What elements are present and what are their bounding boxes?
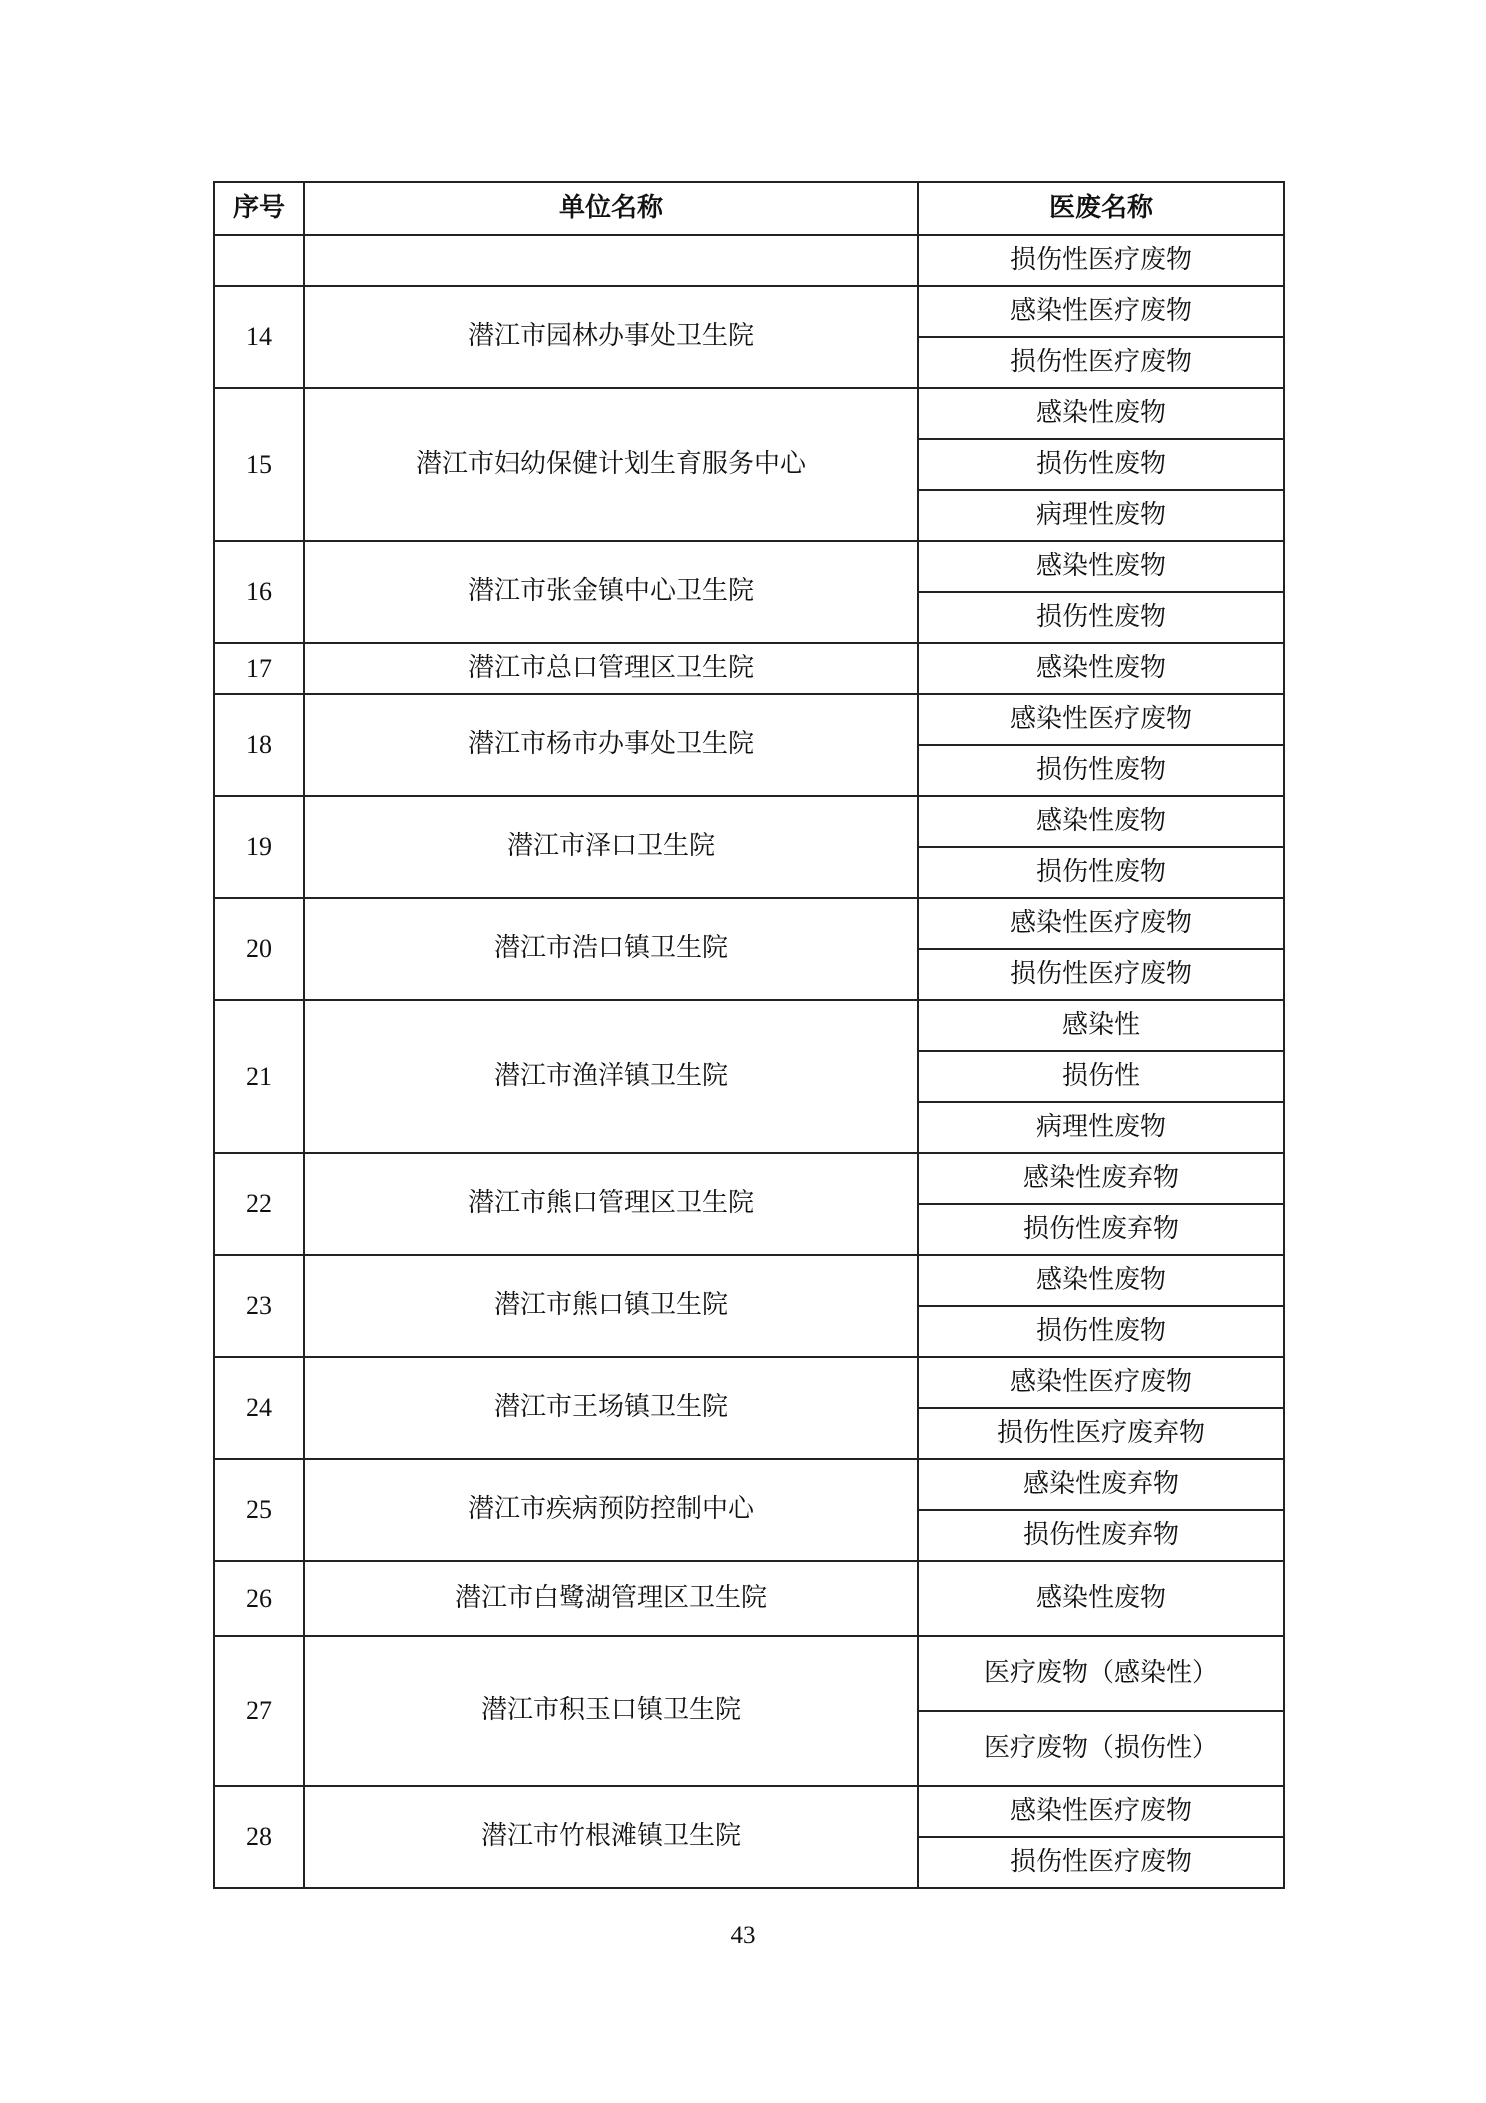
waste-name-cell: 感染性废弃物: [918, 1459, 1284, 1510]
waste-name-cell: 感染性废物: [918, 541, 1284, 592]
table-row: [214, 694, 1284, 745]
table-row: [214, 286, 1284, 337]
unit-name-cell: 潜江市疾病预防控制中心: [304, 1459, 918, 1561]
waste-name-cell: 感染性医疗废物: [918, 286, 1284, 337]
unit-name-cell: 潜江市泽口卫生院: [304, 796, 918, 898]
table-row: [214, 1000, 1284, 1051]
table-row: [214, 1255, 1284, 1306]
unit-name-cell: 潜江市总口管理区卫生院: [304, 643, 918, 694]
table-row: [214, 898, 1284, 949]
serial-number-cell: 25: [214, 1459, 304, 1561]
waste-name-cell: 损伤性医疗废物: [918, 337, 1284, 388]
waste-name-cell: 感染性医疗废物: [918, 1357, 1284, 1408]
waste-name-cell: 感染性废物: [918, 1561, 1284, 1636]
serial-number-cell: 26: [214, 1561, 304, 1636]
serial-number-cell: [214, 235, 304, 286]
waste-name-cell: 损伤性废物: [918, 745, 1284, 796]
waste-name-cell: 病理性废物: [918, 490, 1284, 541]
table-row: [214, 1459, 1284, 1510]
medical-waste-table: [213, 181, 1285, 1889]
serial-number-cell: 21: [214, 1000, 304, 1153]
unit-name-cell: 潜江市杨市办事处卫生院: [304, 694, 918, 796]
header-waste-name: 医废名称: [918, 182, 1284, 235]
table-row: [214, 796, 1284, 847]
waste-name-cell: 医疗废物（损伤性）: [918, 1711, 1284, 1786]
unit-name-cell: 潜江市熊口镇卫生院: [304, 1255, 918, 1357]
waste-name-cell: 感染性医疗废物: [918, 1786, 1284, 1837]
table-row: [214, 388, 1284, 439]
unit-name-cell: 潜江市园林办事处卫生院: [304, 286, 918, 388]
unit-name-cell: 潜江市张金镇中心卫生院: [304, 541, 918, 643]
waste-name-cell: 病理性废物: [918, 1102, 1284, 1153]
table-row: [214, 235, 1284, 286]
serial-number-cell: 18: [214, 694, 304, 796]
unit-name-cell: 潜江市王场镇卫生院: [304, 1357, 918, 1459]
waste-name-cell: 损伤性医疗废物: [918, 235, 1284, 286]
table-row: [214, 643, 1284, 694]
unit-name-cell: 潜江市浩口镇卫生院: [304, 898, 918, 1000]
waste-name-cell: 损伤性医疗废物: [918, 949, 1284, 1000]
serial-number-cell: 20: [214, 898, 304, 1000]
waste-name-cell: 损伤性: [918, 1051, 1284, 1102]
serial-number-cell: 23: [214, 1255, 304, 1357]
table-row: [214, 1153, 1284, 1204]
unit-name-cell: 潜江市竹根滩镇卫生院: [304, 1786, 918, 1888]
waste-name-cell: 损伤性废物: [918, 592, 1284, 643]
waste-name-cell: 感染性废物: [918, 388, 1284, 439]
table-row: [214, 1561, 1284, 1636]
serial-number-cell: 15: [214, 388, 304, 541]
waste-name-cell: 损伤性医疗废弃物: [918, 1408, 1284, 1459]
waste-name-cell: 损伤性废物: [918, 847, 1284, 898]
waste-name-cell: 损伤性废弃物: [918, 1510, 1284, 1561]
table-body: [214, 235, 1284, 1888]
serial-number-cell: 16: [214, 541, 304, 643]
serial-number-cell: 27: [214, 1636, 304, 1786]
waste-name-cell: 感染性: [918, 1000, 1284, 1051]
waste-name-cell: 感染性医疗废物: [918, 898, 1284, 949]
table-header-row: [214, 182, 1284, 235]
waste-name-cell: 损伤性废物: [918, 1306, 1284, 1357]
serial-number-cell: 22: [214, 1153, 304, 1255]
serial-number-cell: 24: [214, 1357, 304, 1459]
unit-name-cell: 潜江市白鹭湖管理区卫生院: [304, 1561, 918, 1636]
table-row: [214, 1636, 1284, 1711]
waste-name-cell: 感染性废物: [918, 643, 1284, 694]
table-row: [214, 541, 1284, 592]
serial-number-cell: 19: [214, 796, 304, 898]
serial-number-cell: 14: [214, 286, 304, 388]
unit-name-cell: 潜江市熊口管理区卫生院: [304, 1153, 918, 1255]
waste-name-cell: 医疗废物（感染性）: [918, 1636, 1284, 1711]
unit-name-cell: [304, 235, 918, 286]
unit-name-cell: 潜江市积玉口镇卫生院: [304, 1636, 918, 1786]
waste-name-cell: 感染性废物: [918, 796, 1284, 847]
waste-name-cell: 损伤性医疗废物: [918, 1837, 1284, 1888]
unit-name-cell: 潜江市妇幼保健计划生育服务中心: [304, 388, 918, 541]
header-unit-name: 单位名称: [304, 182, 918, 235]
table-row: [214, 1357, 1284, 1408]
serial-number-cell: 28: [214, 1786, 304, 1888]
waste-name-cell: 感染性医疗废物: [918, 694, 1284, 745]
waste-name-cell: 感染性废弃物: [918, 1153, 1284, 1204]
serial-number-cell: 17: [214, 643, 304, 694]
table-row: [214, 1786, 1284, 1837]
waste-name-cell: 损伤性废弃物: [918, 1204, 1284, 1255]
header-serial-number: 序号: [214, 182, 304, 235]
unit-name-cell: 潜江市渔洋镇卫生院: [304, 1000, 918, 1153]
waste-name-cell: 感染性废物: [918, 1255, 1284, 1306]
waste-name-cell: 损伤性废物: [918, 439, 1284, 490]
page-number: 43: [730, 1922, 756, 1949]
